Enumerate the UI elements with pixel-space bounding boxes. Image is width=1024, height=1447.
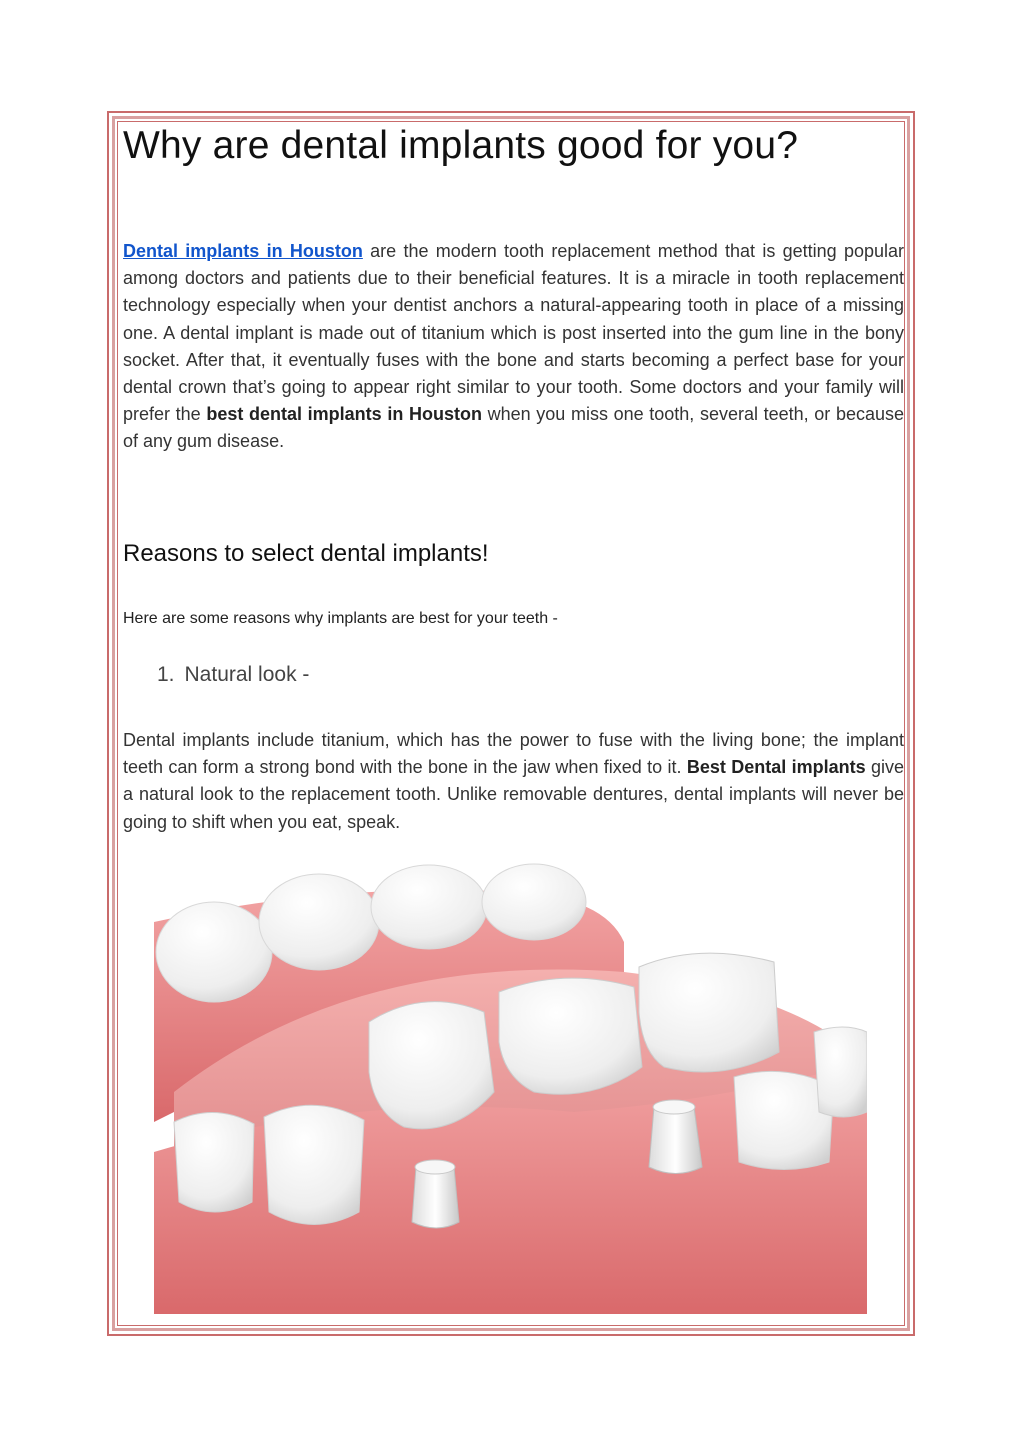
- page-title: Why are dental implants good for you?: [123, 124, 799, 167]
- reasons-intro: Here are some reasons why implants are best for your teeth -: [123, 610, 558, 627]
- dental-implants-houston-link[interactable]: Dental implants in Houston: [123, 241, 363, 261]
- natural-look-text-part-1: Dental implants include titanium, which has the power to fuse with the living bone; the implant teeth can form a strong bond with the bone in the jaw when fixed to it.: [123, 730, 904, 778]
- intro-text-part-2: when you miss one tooth, several teeth, or because of any gum disease.: [123, 404, 905, 452]
- intro-bold-text: best dental implants in Houston: [206, 404, 482, 425]
- natural-look-bold-text: Best Dental implants: [686, 757, 866, 778]
- natural-look-paragraph: [123, 727, 904, 836]
- intro-paragraph: [123, 238, 904, 456]
- intro-text-part-1: are the modern tooth replacement method that is getting popular among doctors and patients due to their beneficial features. It is a miracle in tooth replacement technology especially when your dentist anchors a natural-appearing tooth in place of a missing one. A dental implant is made out of titanium which is post inserted into the gum line in the bony socket. After that, it eventually fuses with the bone and starts becoming a perfect base for your dental crown that’s going to appear right similar to your tooth. Some doctors and your family will prefer the: [123, 241, 904, 425]
- list-item-number: 1.: [157, 663, 175, 686]
- natural-look-text-part-2: give a natural look to the replacement tooth. Unlike removable dentures, dental implants will never be going to shift when you eat, speak.: [123, 757, 904, 832]
- list-item-label: Natural look -: [184, 663, 310, 686]
- document-body: [123, 122, 905, 832]
- reasons-heading: Reasons to select dental implants!: [123, 540, 489, 567]
- list-item-natural-look: [157, 663, 309, 687]
- dental-implant-illustration: [154, 862, 867, 1314]
